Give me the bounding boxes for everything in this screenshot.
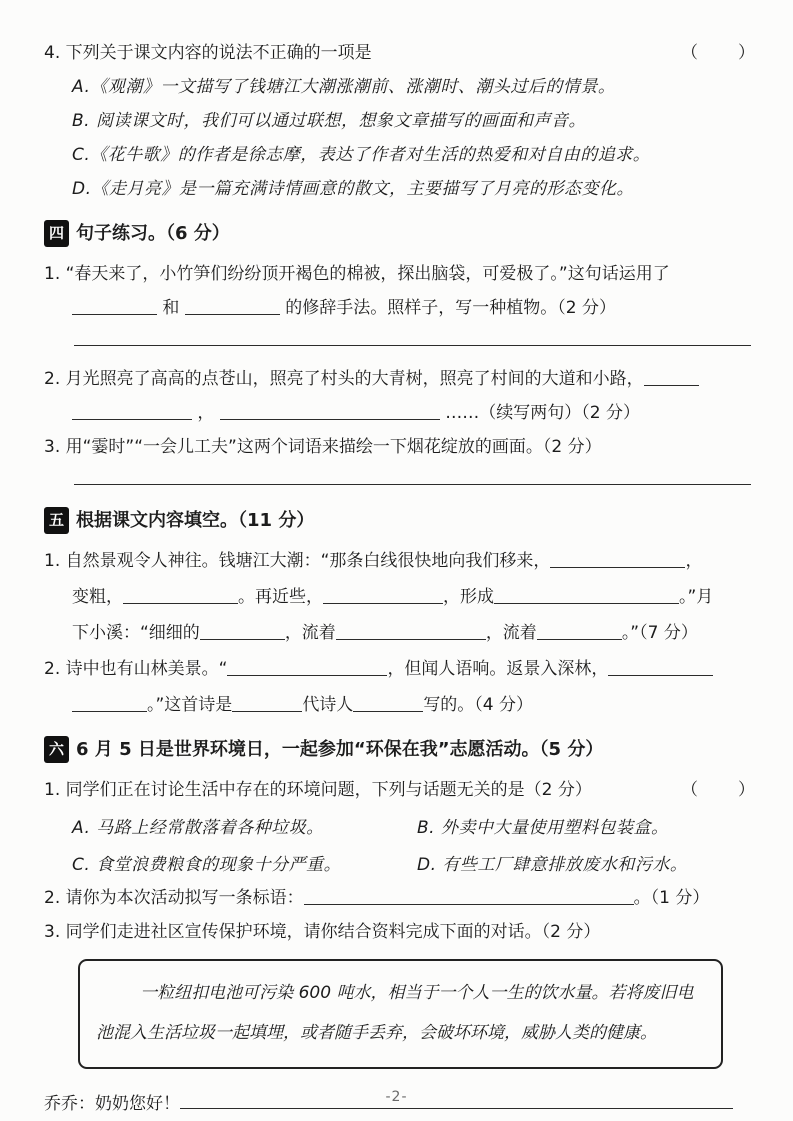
sec6-q2 — [44, 887, 759, 909]
answer-blank[interactable] — [72, 299, 157, 315]
answer-blank[interactable] — [494, 588, 679, 604]
question-4-option-b[interactable]: B. 阅读课文时，我们可以通过联想，想象文章描写的画面和声音。 — [72, 111, 586, 131]
answer-blank[interactable] — [550, 552, 685, 568]
question-4 — [44, 42, 759, 64]
sec4-q1-and: 和 — [162, 298, 180, 318]
section-4-title: 句子练习。（6 分） — [76, 223, 230, 244]
sec4-q1-tail: 的修辞手法。照样子，写一种植物。（2 分） — [285, 298, 616, 318]
sec6-q1-option-c[interactable]: C. 食堂浪费粮食的现象十分严重。 — [72, 855, 342, 875]
sec5-q1-seg5: 。”月 — [679, 587, 714, 607]
section-6-header — [44, 736, 759, 763]
sec5-q2-seg5: 写的。（4 分） — [423, 695, 534, 715]
answer-blank[interactable] — [608, 660, 713, 676]
sec4-q2-line2 — [44, 402, 759, 424]
answer-blank[interactable] — [537, 624, 622, 640]
sec5-q1-seg4: ，形成 — [443, 587, 494, 607]
sec4-q2-comma: ， — [197, 403, 215, 423]
answer-blank[interactable] — [185, 299, 280, 315]
sec4-q2-line1 — [44, 368, 759, 390]
sec6-q1-stem: 1. 同学们正在讨论生活中存在的环境问题，下列与话题无关的是（2 分） — [44, 780, 592, 800]
answer-blank[interactable] — [644, 370, 699, 386]
sec4-q1-line2 — [44, 297, 759, 319]
answer-blank[interactable] — [220, 404, 440, 420]
section-4-header — [44, 220, 759, 247]
answer-line[interactable] — [74, 343, 751, 346]
question-4-option-d[interactable]: D.《走月亮》是一篇充满诗情画意的散文，主要描写了月亮的形态变化。 — [72, 179, 634, 199]
answer-blank[interactable] — [72, 404, 192, 420]
sec5-q2-line2 — [44, 694, 759, 716]
sec5-q2-line1 — [44, 658, 759, 680]
sec5-q1-seg6: 下小溪：“细细的 — [72, 623, 200, 643]
sec5-q1-seg1: 1. 自然景观令人神往。钱塘江大潮：“那条白线很快地向我们移来， — [44, 551, 551, 571]
answer-blank[interactable] — [323, 588, 443, 604]
sec6-q1-option-b[interactable]: B. 外卖中大量使用塑料包装盒。 — [417, 818, 669, 838]
sec5-q2-seg4: 代诗人 — [302, 695, 354, 715]
sec6-q3-dialogue-lead: 乔乔：奶奶您好！ — [44, 1094, 180, 1114]
sec6-q1-answer-parens[interactable]: （ ） — [681, 780, 757, 800]
answer-line[interactable] — [74, 482, 751, 485]
sec4-q1-line1: 1. “春天来了，小竹笋们纷纷顶开褐色的棉被，探出脑袋，可爱极了。”这句话运用了 — [44, 264, 670, 284]
question-4-answer-parens[interactable]: （ ） — [681, 43, 757, 63]
sec5-q1-seg3: 。再近些， — [238, 587, 323, 607]
answer-blank[interactable] — [353, 696, 423, 712]
section-6-badge: 六 — [44, 736, 69, 763]
sec6-q2-tail: 。（1 分） — [633, 888, 710, 908]
sec4-q3: 3. 用“霎时”“一会儿工夫”这两个词语来描绘一下烟花绽放的画面。（2 分） — [44, 437, 602, 457]
question-4-stem: 4. 下列关于课文内容的说法不正确的一项是 — [44, 43, 372, 63]
sec6-q1-option-a[interactable]: A. 马路上经常散落着各种垃圾。 — [72, 818, 324, 838]
sec5-q1-line2 — [44, 586, 759, 608]
answer-blank[interactable] — [72, 696, 147, 712]
sec6-q1 — [44, 779, 759, 801]
sec5-q2-seg3: 。”这首诗是 — [147, 695, 233, 715]
sec5-q2-seg1: 2. 诗中也有山林美景。“ — [44, 659, 228, 679]
sec6-q2-lead: 2. 请你为本次活动拟写一条标语： — [44, 888, 304, 908]
answer-blank[interactable] — [336, 624, 486, 640]
answer-blank[interactable] — [304, 889, 634, 905]
section-5-title: 根据课文内容填空。（11 分） — [76, 510, 315, 531]
sec5-q1-line3 — [44, 622, 759, 644]
sec6-q1-options-row1 — [44, 813, 759, 838]
section-6-title: 6 月 5 日是世界环境日，一起参加“环保在我”志愿活动。（5 分） — [76, 739, 604, 760]
section-5-badge: 五 — [44, 507, 69, 534]
sec5-q1-comma: ， — [685, 551, 703, 571]
section-5-header — [44, 507, 759, 534]
sec6-q1-options-row2 — [44, 850, 759, 875]
sec6-q3-stem: 3. 同学们走进社区宣传保护环境，请你结合资料完成下面的对话。（2 分） — [44, 922, 601, 942]
sec5-q2-seg2: ，但闻人语响。返景入深林， — [387, 659, 609, 679]
answer-blank[interactable] — [123, 588, 238, 604]
sec4-q2-tail: ……（续写两句）（2 分） — [445, 403, 640, 423]
sec5-q1-seg8: ，流着 — [485, 623, 537, 643]
sec5-q1-line1 — [44, 550, 759, 572]
sec5-q1-seg7: ，流着 — [284, 623, 336, 643]
sec5-q1-seg2: 变粗， — [72, 587, 123, 607]
sec5-q1-seg9: 。”（7 分） — [621, 623, 698, 643]
question-4-option-c[interactable]: C.《花牛歌》的作者是徐志摩，表达了作者对生活的热爱和对自由的追求。 — [72, 145, 651, 165]
section-4-badge: 四 — [44, 220, 69, 247]
question-4-option-a[interactable]: A.《观潮》一文描写了钱塘江大潮涨潮前、涨潮时、潮头过后的情景。 — [72, 77, 616, 97]
page-number: -2- — [385, 1089, 408, 1105]
answer-blank[interactable] — [200, 624, 285, 640]
sec4-q2-text: 2. 月光照亮了高高的点苍山，照亮了村头的大青树，照亮了村间的大道和小路， — [44, 369, 644, 389]
answer-blank[interactable] — [227, 660, 387, 676]
sec6-q3-resource-box: 一粒纽扣电池可污染 600 吨水，相当于一个人一生的饮水量。若将废旧电池混入生活垃圾一起填埋，或者随手丢弃，会破坏环境，威胁人类的健康。 — [78, 959, 723, 1069]
answer-blank[interactable] — [232, 696, 302, 712]
sec6-q1-option-d[interactable]: D. 有些工厂肆意排放废水和污水。 — [417, 855, 688, 875]
